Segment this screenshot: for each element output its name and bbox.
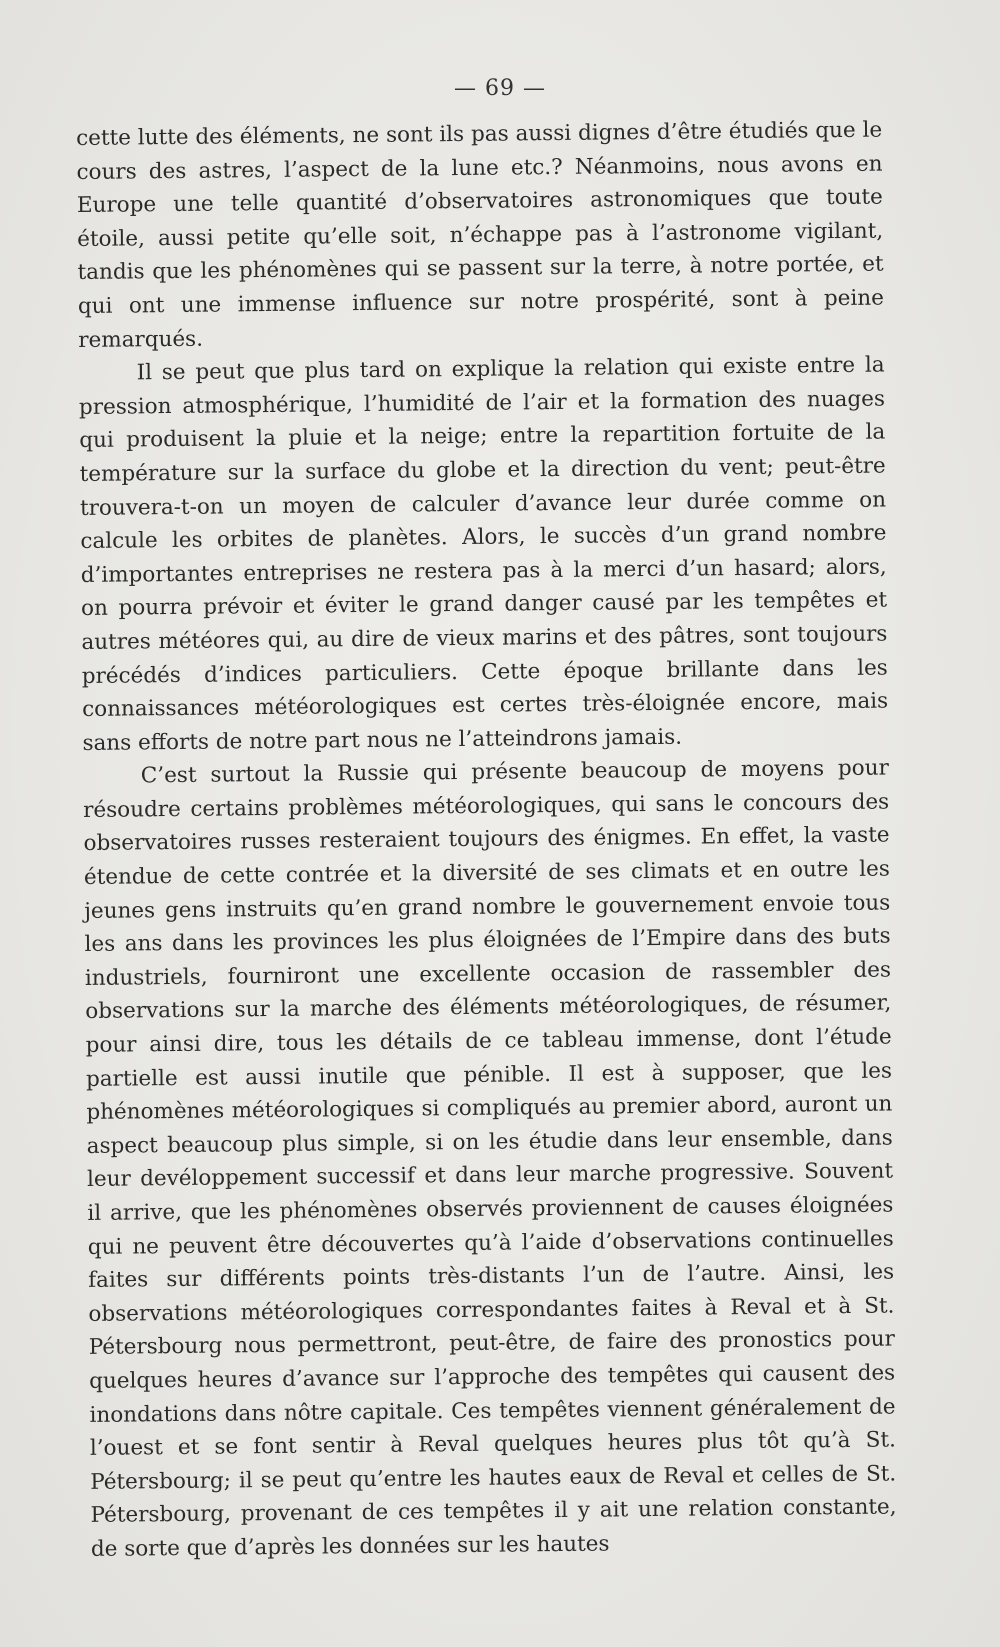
paragraph-1: cette lutte des éléments, ne sont ils pas aussi dignes d’être étudiés que le cours des astres, l’aspect de la lune etc.? Néanmoins, nous avons en Europe une telle quantité d’observatoires astronomiques que toute étoile, aussi petite qu’elle soit, n’échappe pas à l’astronome vigilant, tandis que les phénomènes qui se passent sur la terre, à notre portée, et qui ont une immense influence sur notre prospérité, sont à peine remarqués. [76,117,885,353]
paragraph-2: Il se peut que plus tard on explique la relation qui existe entre la pression atmosphérique, l’humidité de l’air et la formation des nuages qui produisent la pluie et la neige; entre la repartition fortuite de la température sur la surface du globe et la direction du vent; peut-être trouvera-t-on un moyen de calculer d’avance leur durée comme on calcule les orbites de planètes. Alors, le succès d’un grand nombre d’importantes entreprises ne restera pas à la merci d’un hasard; alors, on pourra prévoir et éviter le grand danger causé par les tempêtes et autres météores qui, au dire de vieux marins et des pâtres, sont toujours précédés d’indices particuliers. Cette époque brillante dans les connaissances météorologiques est certes très-éloignée encore, mais sans efforts de notre part nous ne l’atteindrons jamais. [78,352,889,756]
body-text [76,114,897,1567]
paragraph-3: C’est surtout la Russie qui présente beaucoup de moyens pour résoudre certains problèmes météorologiques, qui sans le concours des observatoires russes resteraient toujours des énigmes. En effet, la vaste étendue de cette contrée et la diversité de ses climats et en outre les jeunes gens instruits qu’en grand nombre le gouvernement envoie tous les ans dans les provinces les plus éloignées de l’Empire dans des buts industriels, fourniront une excellente occasion de rassembler des observations sur la marche des éléments météorologiques, de résumer, pour ainsi dire, tous les détails de ce tableau immense, dont l’étude partielle est aussi inutile que pénible. Il est à supposer, que les phénomènes météorologiques si compliqués au premier abord, auront un aspect beaucoup plus simple, si on les étudie dans leur ensemble, dans leur devéloppement successif et dans leur marche progressive. Souvent il arrive, que les phénomènes observés proviennent de causes éloignées qui ne peuvent être découvertes qu’à l’aide d’observations continuelles faites sur différents points très-distants l’un de l’autre. Ainsi, les observations météorologiques correspondantes faites à Reval et à St. Pétersbourg nous permettront, peut-être, de faire des pronostics pour quelques heures d’avance sur l’approche des tempêtes qui causent des inondations dans nôtre capitale. Ces tempêtes viennent généralement de l’ouest et se font sentir à Reval quelques heures plus tôt qu’à St. Pétersbourg; il se peut qu’entre les hautes eaux de Reval et celles de St. Pétersbourg, provenant de ces tempêtes il y ait une relation constante, de sorte que d’après les données sur les hautes [83,755,897,1562]
page-number: — 69 — [454,76,546,101]
